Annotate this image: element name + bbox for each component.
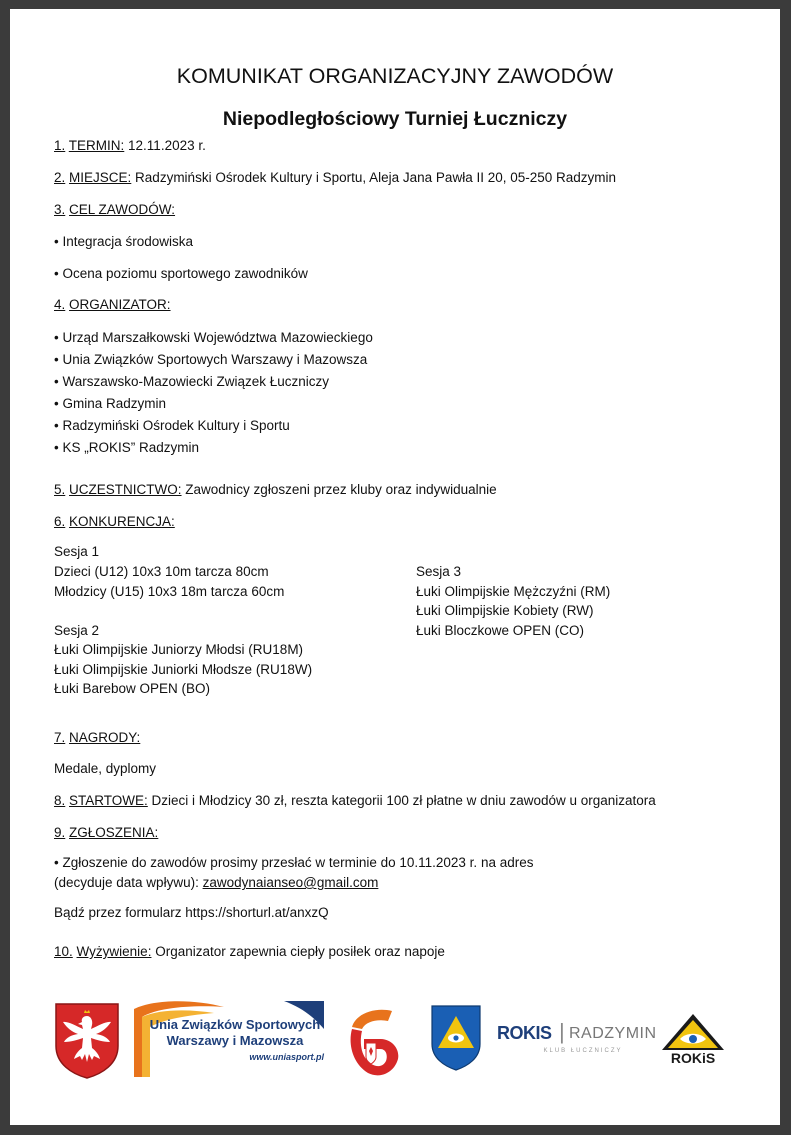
section-konkurencja-heading: 6. KONKURENCJA: <box>54 514 175 529</box>
logo-separator: | <box>559 1019 565 1044</box>
competition-item: Łuki Olimpijskie Mężczyźni (RM) <box>416 584 611 599</box>
form-link-line[interactable]: Bądź przez formularz https://shorturl.at/anxzQ <box>54 905 329 920</box>
section-termin: 1. TERMIN: 12.11.2023 r. <box>54 138 206 153</box>
competition-item: Łuki Barebow OPEN (BO) <box>54 681 211 696</box>
rokis-radzymin-logo <box>497 1019 657 1060</box>
section-organizator-heading: 4. ORGANIZATOR: <box>54 297 171 312</box>
eagle-icon <box>54 1002 120 1080</box>
rokis-badge-logo <box>660 1012 726 1066</box>
list-item: • Gmina Radzymin <box>54 396 167 411</box>
radzymin-wordmark: RADZYMIN <box>569 1025 657 1042</box>
unia-name-line2: Warszawy i Mazowsza <box>166 1033 304 1048</box>
unia-name-line1: Unia Związków Sportowych <box>149 1017 321 1032</box>
rokis-wordmark: ROKIS <box>497 1023 552 1043</box>
section-wyzywienie: 10. Wyżywienie: Organizator zapewnia ciepły posiłek oraz napoje <box>54 944 445 959</box>
unia-url: www.uniasport.pl <box>249 1052 324 1062</box>
email-link[interactable]: zawodynaianseo@gmail.com <box>202 875 379 890</box>
zgloszenia-text: • Zgłoszenie do zawodów prosimy przesłać w terminie do 10.11.2023 r. na adres <box>54 855 534 870</box>
competition-item: Łuki Olimpijskie Kobiety (RW) <box>416 603 594 618</box>
competition-item: Łuki Olimpijskie Juniorzy Młodsi (RU18M) <box>54 642 304 657</box>
section-uczestnictwo: 5. UCZESTNICTWO: Zawodnicy zgłoszeni przez kluby oraz indywidualnie <box>54 482 497 497</box>
zgloszenia-email-line: (decyduje data wpływu): zawodynaianseo@gmail.com <box>54 875 379 890</box>
nagrody-text: Medale, dyplomy <box>54 761 157 776</box>
list-item: • Integracja środowiska <box>54 234 194 249</box>
unia-sportowych-logo <box>134 1001 324 1077</box>
list-item: • KS „ROKIS” Radzymin <box>54 440 200 455</box>
sesja-2-title: Sesja 2 <box>54 623 100 638</box>
wmzl-logo <box>346 1007 402 1079</box>
list-item: • Radzymiński Ośrodek Kultury i Sportu <box>54 418 290 433</box>
s-emblem-icon <box>346 1007 402 1079</box>
list-item: • Ocena poziomu sportowego zawodników <box>54 266 308 281</box>
sesja-3-title: Sesja 3 <box>416 564 462 579</box>
competition-item: Łuki Bloczkowe OPEN (CO) <box>416 623 585 638</box>
list-item: • Unia Związków Sportowych Warszawy i Mazowsza <box>54 352 368 367</box>
eye-of-providence-icon <box>430 1004 482 1072</box>
competition-item: Dzieci (U12) 10x3 10m tarcza 80cm <box>54 564 269 579</box>
mazowieckie-coat-of-arms-logo <box>54 1002 120 1080</box>
competition-item: Łuki Olimpijskie Juniorki Młodsze (RU18W) <box>54 662 313 677</box>
document-page <box>10 9 780 1125</box>
list-item: • Urząd Marszałkowski Województwa Mazowieckiego <box>54 330 373 345</box>
section-cel-heading: 3. CEL ZAWODÓW: <box>54 202 176 217</box>
radzymin-coat-of-arms-logo <box>430 1004 482 1072</box>
competition-item: Młodzicy (U15) 10x3 18m tarcza 60cm <box>54 584 285 599</box>
klub-caption: KLUB ŁUCZNICZY <box>543 1048 623 1054</box>
rokis-badge-text: ROKiS <box>670 1050 716 1066</box>
event-subtitle: Niepodległościowy Turniej Łuczniczy <box>222 108 568 130</box>
section-startowe: 8. STARTOWE: Dzieci i Młodzicy 30 zł, reszta kategorii 100 zł płatne w dniu zawodów u organizatora <box>54 793 656 808</box>
section-miejsce: 2. MIEJSCE: Radzymiński Ośrodek Kultury i Sportu, Aleja Jana Pawła II 20, 05-250 Radzymin <box>54 170 617 185</box>
section-nagrody-heading: 7. NAGRODY: <box>54 730 141 745</box>
document-title: KOMUNIKAT ORGANIZACYJNY ZAWODÓW <box>176 64 614 88</box>
sesja-1-title: Sesja 1 <box>54 544 100 559</box>
list-item: • Warszawsko-Mazowiecki Związek Łuczniczy <box>54 374 330 389</box>
triangle-eye-icon <box>660 1012 726 1052</box>
section-zgloszenia-heading: 9. ZGŁOSZENIA: <box>54 825 159 840</box>
